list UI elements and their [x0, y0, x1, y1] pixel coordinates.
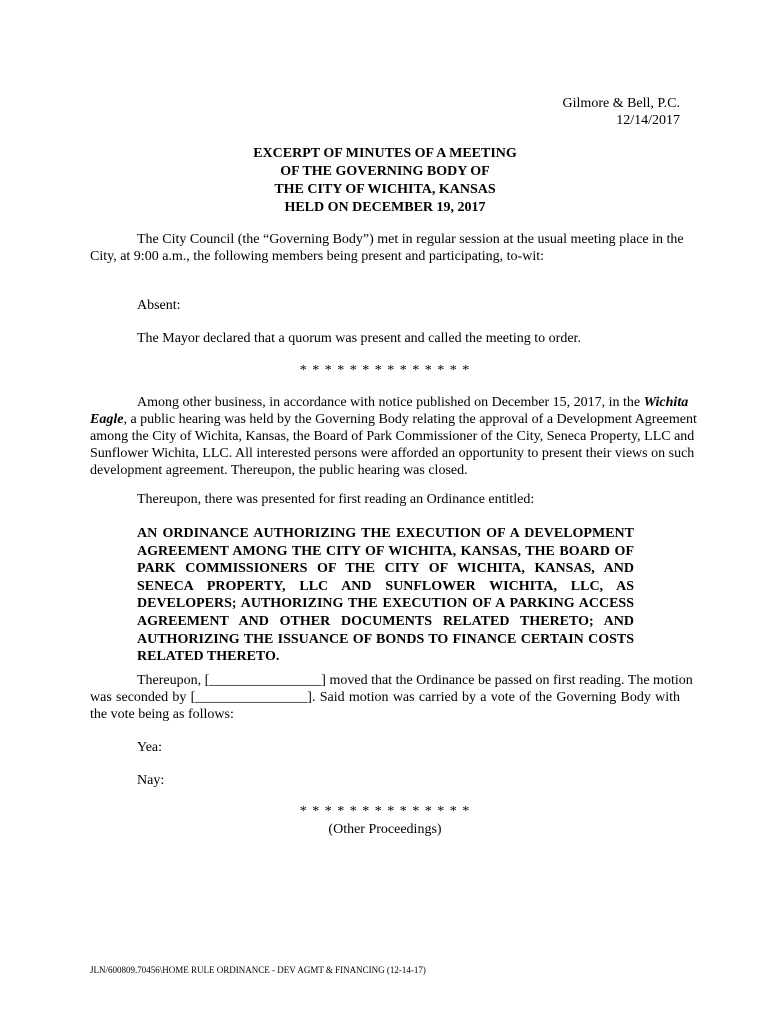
separator-stars: * * * * * * * * * * * * * * [299, 804, 471, 819]
ordinance-line: AN ORDINANCE AUTHORIZING THE EXECUTION OF A DEVELOPMENT [137, 526, 634, 541]
ordinance-line: AGREEMENT AND OTHER DOCUMENTS RELATED THERETO; AND [137, 613, 634, 629]
ordinance-line: DEVELOPERS; AUTHORIZING THE EXECUTION OF A PARKING ACCESS [137, 596, 634, 612]
title-line: HELD ON DECEMBER 19, 2017 [284, 200, 486, 215]
ordinance-line: PARK COMMISSIONERS OF THE CITY OF WICHITA, KANSAS, AND [137, 561, 634, 577]
quorum-statement: The Mayor declared that a quorum was present and called the meeting to order. [137, 331, 581, 346]
intro-paragraph [90, 231, 684, 265]
motion-paragraph [90, 672, 693, 723]
absent-label: Absent: [137, 298, 181, 313]
hearing-line [90, 411, 697, 428]
separator-stars: * * * * * * * * * * * * * * [299, 363, 471, 378]
newspaper-name-cont: Eagle [90, 412, 124, 427]
nay-label: Nay: [137, 773, 165, 788]
motion-line: Thereupon, [________________] moved that the Ordinance be passed on first reading. The motion [137, 673, 693, 688]
title-line: THE CITY OF WICHITA, KANSAS [274, 182, 496, 197]
motion-line: the vote being as follows: [90, 707, 234, 722]
firm-name: Gilmore & Bell, P.C. [562, 96, 680, 111]
other-proceedings: (Other Proceedings) [328, 822, 442, 837]
ordinance-title [137, 525, 634, 666]
ordinance-line: AUTHORIZING THE ISSUANCE OF BONDS TO FINANCE CERTAIN COSTS [137, 631, 634, 647]
document-title [0, 145, 770, 217]
title-line: OF THE GOVERNING BODY OF [280, 164, 490, 179]
ordinance-line: RELATED THERETO. [137, 649, 280, 665]
intro-line: The City Council (the “Governing Body”) met in regular session at the usual meeting place in the [137, 232, 684, 247]
document-footer: JLN/600809.70456\HOME RULE ORDINANCE - DEV AGMT & FINANCING (12-14-17) [90, 965, 426, 975]
title-line: EXCERPT OF MINUTES OF A MEETING [253, 146, 517, 161]
hearing-line: among the City of Wichita, Kansas, the Board of Park Commissioner of the City, Seneca Property, LLC and [90, 429, 695, 444]
newspaper-name: Wichita [643, 395, 689, 410]
hearing-paragraph [90, 394, 697, 479]
header-date: 12/14/2017 [616, 113, 680, 128]
presented-statement: Thereupon, there was presented for first reading an Ordinance entitled: [137, 492, 535, 507]
ordinance-line: AGREEMENT AMONG THE CITY OF WICHITA, KANSAS, THE BOARD OF [137, 543, 634, 559]
yea-label: Yea: [137, 740, 163, 755]
intro-line: City, at 9:00 a.m., the following members being present and participating, to-wit: [90, 249, 544, 264]
hearing-line: development agreement. Thereupon, the public hearing was closed. [90, 463, 468, 478]
motion-line: was seconded by [________________]. Said motion was carried by a vote of the Governing Body with [90, 690, 680, 705]
ordinance-line: SENECA PROPERTY, LLC AND SUNFLOWER WICHITA, LLC, AS [137, 578, 634, 594]
hearing-text: , a public hearing was held by the Governing Body relating the approval of a Development Agreement [123, 412, 697, 427]
hearing-text: Among other business, in accordance with notice published on December 15, 2017, in the [137, 395, 644, 410]
firm-header [563, 95, 680, 129]
hearing-line: Sunflower Wichita, LLC. All interested persons were afforded an opportunity to present their views on such [90, 446, 695, 461]
hearing-line [90, 394, 689, 411]
